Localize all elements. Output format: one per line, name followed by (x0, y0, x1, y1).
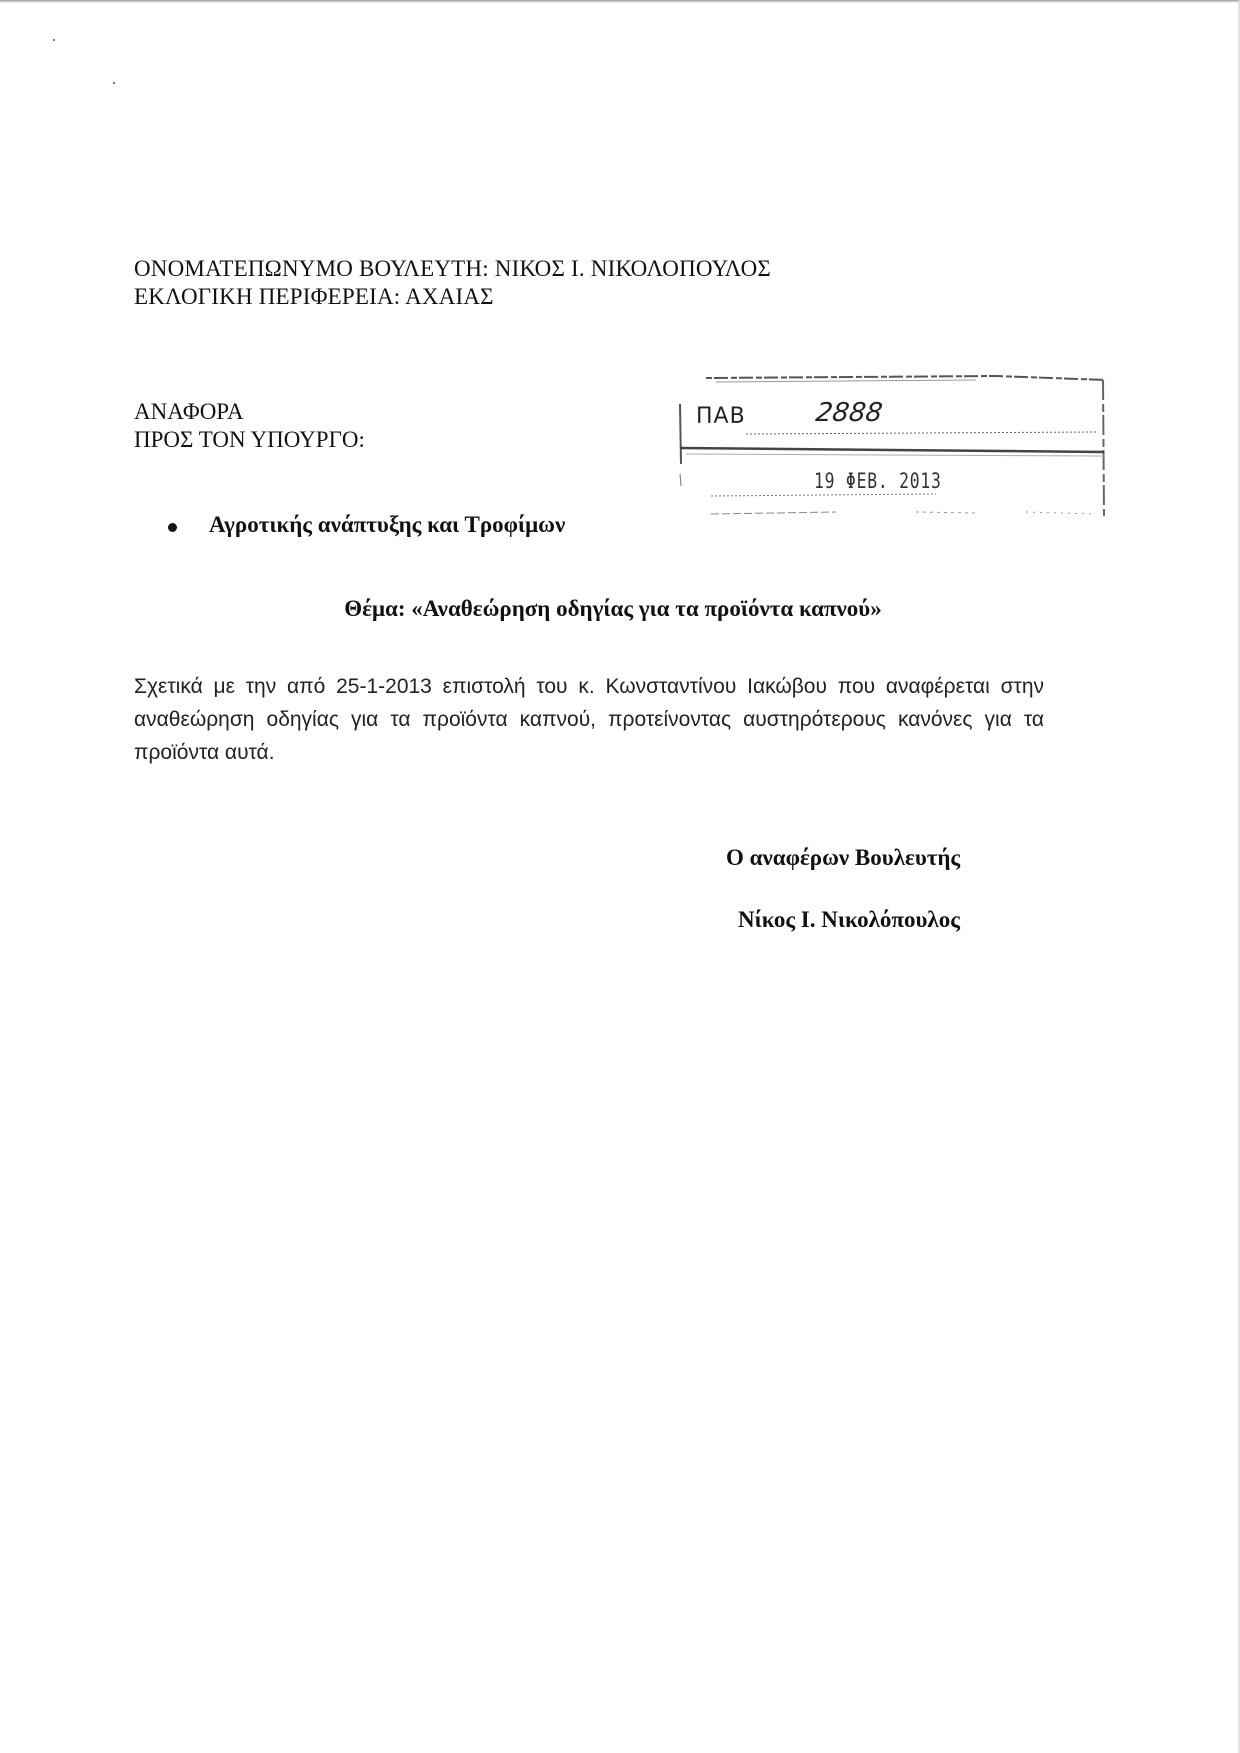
mp-name-line: ΟΝΟΜΑΤΕΠΩΝΥΜΟ ΒΟΥΛΕΥΤΗ: ΝΙΚΟΣ Ι. ΝΙΚΟΛΟΠΟΥΛΟΣ (134, 256, 771, 281)
scan-speck (113, 82, 115, 84)
bullet-icon (168, 523, 177, 532)
header-block (134, 255, 771, 311)
stamp-handwritten-number: 2888 (813, 398, 885, 428)
registration-stamp (676, 374, 1106, 516)
stamp-frame (676, 374, 1106, 516)
report-to-line: ΠΡΟΣ ΤΟΝ ΥΠΟΥΡΓΟ: (134, 427, 365, 452)
subject-line (0, 596, 1240, 622)
stamp-label: ΠΑΒ (696, 404, 746, 429)
report-title: ΑΝΑΦΟΡΑ (134, 399, 244, 424)
report-heading-block (134, 398, 365, 454)
signature-block (726, 845, 960, 933)
body-paragraph: Σχετικά με την από 25-1-2013 επιστολή του κ. Κωνσταντίνου Ιακώβου που αναφέρεται στην αναθεώρηση οδηγίας για τα προϊόντα καπνού, προτείνοντας αυστηρότερους κανόνες για τα προϊόντα αυτά. (134, 675, 1044, 764)
subject-text: Θέμα: «Αναθεώρηση οδηγίας για τα προϊόντα καπνού» (344, 596, 882, 621)
scan-speck (53, 39, 55, 41)
signature-role: Ο αναφέρων Βουλευτής (726, 845, 961, 870)
recipient-ministry: Αγροτικής ανάπτυξης και Τροφίμων (209, 512, 566, 537)
signature-name: Νίκος Ι. Νικολόπουλος (738, 907, 960, 932)
stamp-date: 19 ΦΕΒ. 2013 (814, 469, 942, 493)
scan-edge-top (0, 0, 1240, 3)
electoral-district-line: ΕΚΛΟΓΙΚΗ ΠΕΡΙΦΕΡΕΙΑ: ΑΧΑΙΑΣ (134, 284, 494, 309)
recipient-list-item (172, 512, 565, 538)
